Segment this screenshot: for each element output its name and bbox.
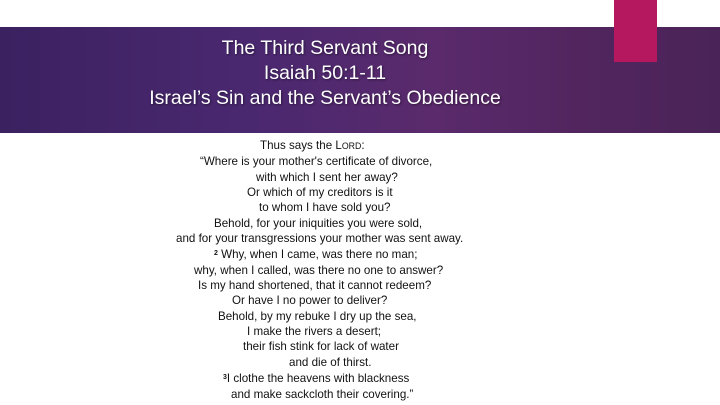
title-line-3: Israel’s Sin and the Servant’s Obedience — [149, 87, 501, 109]
passage-line: Behold, for your iniquities you were sold, — [214, 216, 423, 230]
passage-line: “Where is your mother's certificate of divorce, — [200, 155, 433, 169]
verse-3-line — [223, 370, 520, 386]
title-line-2: Isaiah 50:1-11 — [263, 62, 387, 84]
passage-line: Or have I no power to deliver? — [232, 294, 388, 308]
intro-suffix: : — [361, 139, 365, 152]
accent-tab — [614, 0, 657, 62]
intro-lord-smallcaps: ORD — [341, 141, 362, 151]
slide-title — [90, 36, 560, 111]
intro-prefix: Thus says the L — [260, 139, 342, 152]
passage-line: and for your transgressions your mother was sent away. — [176, 232, 464, 246]
passage-intro — [260, 138, 520, 154]
passage-line: and make sackcloth their covering.” — [231, 387, 414, 401]
passage-line: why, when I called, was there no one to answer? — [194, 263, 444, 277]
scripture-passage — [150, 138, 520, 402]
verse-2-text: Why, when I came, was there no man; — [221, 248, 418, 262]
passage-line: and die of thirst. — [289, 355, 372, 369]
passage-line: Behold, by my rebuke I dry up the sea, — [218, 309, 417, 323]
passage-line: Or which of my creditors is it — [247, 186, 393, 200]
passage-line: with which I sent her away? — [256, 170, 398, 184]
passage-line: Is my hand shortened, that it cannot redeem? — [198, 279, 432, 293]
verse-number-3: 3 — [223, 374, 227, 382]
verse-3-text: I clothe the heavens with blackness — [226, 372, 410, 386]
verse-2-line — [214, 246, 520, 262]
passage-line: their fish stink for lack of water — [243, 340, 399, 354]
passage-line: to whom I have sold you? — [259, 201, 391, 215]
title-line-1: The Third Servant Song — [221, 37, 429, 59]
passage-line: I make the rivers a desert; — [247, 325, 382, 339]
verse-number-2: 2 — [214, 250, 218, 258]
